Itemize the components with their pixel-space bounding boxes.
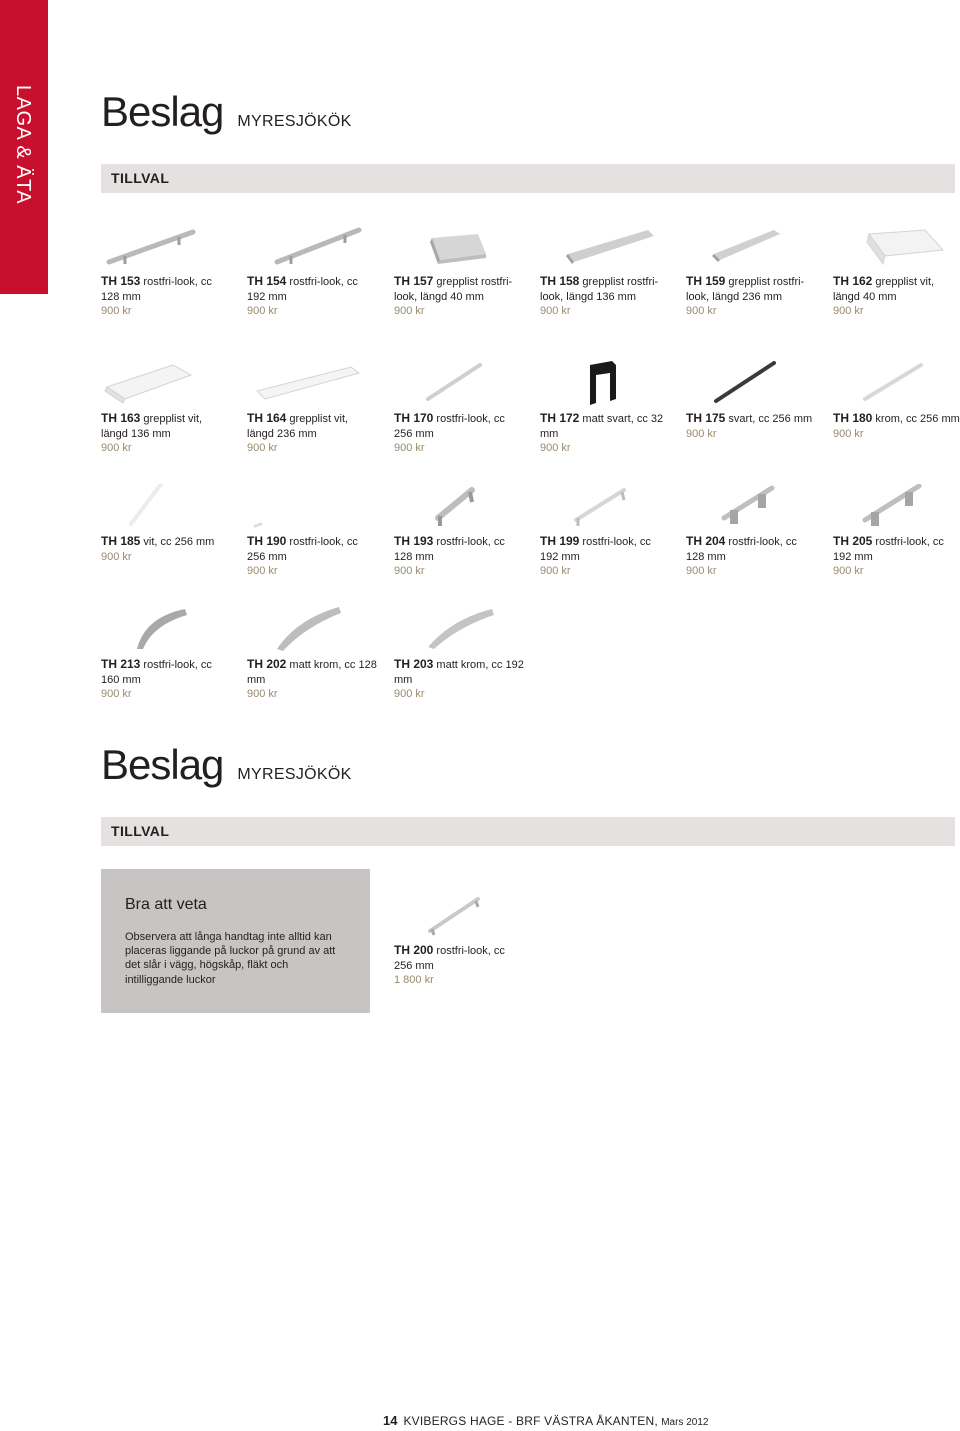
- product-price: 900 kr: [247, 688, 278, 700]
- product-code: TH 199: [540, 534, 580, 548]
- product-th199[interactable]: [540, 484, 670, 579]
- knob-handle-icon: [540, 361, 660, 405]
- grip-strip-icon: [247, 361, 367, 405]
- product-th202[interactable]: [247, 607, 377, 702]
- product-description: rostfri-look, cc 192 mm: [540, 536, 651, 563]
- product-description: grepplist rostfri-look, längd 136 mm: [540, 276, 659, 303]
- product-description: rostfri-look, cc 256 mm: [394, 413, 505, 440]
- product-price: 900 kr: [394, 688, 425, 700]
- product-code: TH 153: [101, 274, 141, 288]
- product-code: TH 185: [101, 534, 141, 548]
- grip-strip-icon: [833, 224, 953, 268]
- grip-strip-icon: [101, 361, 221, 405]
- product-th185[interactable]: [101, 484, 231, 564]
- bar-handle-icon: [394, 893, 514, 937]
- product-code: TH 190: [247, 534, 287, 548]
- product-price: 900 kr: [540, 565, 571, 577]
- product-price: 900 kr: [101, 550, 132, 563]
- section-title: Beslag: [101, 88, 224, 135]
- product-price: 900 kr: [833, 565, 864, 577]
- bar-handle-icon: [247, 484, 367, 528]
- product-description: svart, cc 256 mm: [728, 413, 813, 425]
- product-th154[interactable]: [247, 224, 377, 319]
- product-th158[interactable]: [540, 224, 670, 319]
- product-th193[interactable]: [394, 484, 524, 579]
- page-number: 14: [383, 1413, 398, 1428]
- product-code: TH 180: [833, 411, 873, 425]
- bar-handle-icon: [686, 361, 806, 405]
- product-description: rostfri-look, cc 256 mm: [394, 945, 505, 972]
- product-code: TH 200: [394, 943, 434, 957]
- options-band-1: TILLVAL: [101, 164, 955, 193]
- grip-strip-icon: [686, 224, 806, 268]
- product-description: grepplist vit, längd 136 mm: [101, 413, 203, 440]
- product-description: rostfri-look, cc 160 mm: [101, 659, 212, 686]
- section-subtitle: MYRESJÖKÖK: [237, 766, 352, 783]
- product-price: 900 kr: [394, 565, 425, 577]
- arched-handle-icon: [101, 607, 221, 651]
- product-price: 900 kr: [686, 565, 717, 577]
- publication-date: Mars 2012: [661, 1417, 709, 1428]
- product-description: rostfri-look, cc 128 mm: [101, 276, 212, 303]
- product-description: matt krom, cc 128 mm: [247, 659, 377, 686]
- side-tab: [0, 0, 48, 294]
- product-code: TH 172: [540, 411, 580, 425]
- product-th203[interactable]: [394, 607, 524, 702]
- bar-handle-icon: [101, 224, 221, 268]
- product-description: grepplist rostfri-look, längd 236 mm: [686, 276, 805, 303]
- product-price: 900 kr: [101, 442, 132, 454]
- product-th213[interactable]: [101, 607, 231, 702]
- grip-strip-icon: [540, 224, 660, 268]
- page-footer: [383, 1413, 708, 1428]
- product-code: TH 203: [394, 657, 434, 671]
- product-code: TH 159: [686, 274, 726, 288]
- product-th163[interactable]: [101, 361, 231, 456]
- product-code: TH 157: [394, 274, 434, 288]
- product-description: rostfri-look, cc 256 mm: [247, 536, 358, 563]
- side-tab-label: LAGA & ÄTA: [12, 85, 34, 205]
- product-code: TH 202: [247, 657, 287, 671]
- product-code: TH 164: [247, 411, 287, 425]
- product-price: 900 kr: [540, 442, 571, 454]
- product-price: 900 kr: [833, 427, 864, 440]
- product-price: 900 kr: [101, 305, 132, 317]
- product-description: grepplist rostfri-look, längd 40 mm: [394, 276, 513, 303]
- product-code: TH 213: [101, 657, 141, 671]
- product-code: TH 163: [101, 411, 141, 425]
- product-th175[interactable]: [686, 361, 816, 441]
- product-description: rostfri-look, cc 192 mm: [247, 276, 358, 303]
- bar-handle-icon: [247, 224, 367, 268]
- info-box: [101, 869, 370, 1013]
- product-th157[interactable]: [394, 224, 524, 319]
- product-price: 900 kr: [247, 442, 278, 454]
- product-th170[interactable]: [394, 361, 524, 456]
- product-description: rostfri-look, cc 128 mm: [394, 536, 505, 563]
- product-th159[interactable]: [686, 224, 816, 319]
- product-price: 1 800 kr: [394, 974, 434, 986]
- product-price: 900 kr: [686, 427, 717, 440]
- product-price: 900 kr: [686, 305, 717, 317]
- grip-strip-icon: [394, 224, 514, 268]
- product-code: TH 175: [686, 411, 726, 425]
- bar-handle-icon: [540, 484, 660, 528]
- bar-handle-icon: [101, 484, 221, 528]
- publication-name: KVIBERGS HAGE - BRF VÄSTRA ÅKANTEN,: [403, 1414, 658, 1428]
- section-subtitle: MYRESJÖKÖK: [237, 113, 352, 130]
- product-code: TH 170: [394, 411, 434, 425]
- product-description: matt krom, cc 192 mm: [394, 659, 524, 686]
- bar-handle-icon: [833, 484, 953, 528]
- product-price: 900 kr: [540, 305, 571, 317]
- product-th200[interactable]: [394, 893, 524, 988]
- arched-handle-icon: [394, 607, 514, 651]
- bar-handle-icon: [394, 484, 514, 528]
- product-description: grepplist vit, längd 236 mm: [247, 413, 349, 440]
- section-heading-2: [101, 741, 352, 789]
- product-code: TH 193: [394, 534, 434, 548]
- product-code: TH 154: [247, 274, 287, 288]
- product-price: 900 kr: [247, 565, 278, 577]
- product-th153[interactable]: [101, 224, 231, 319]
- product-description: matt svart, cc 32 mm: [540, 413, 664, 440]
- product-th164[interactable]: [247, 361, 377, 456]
- product-price: 900 kr: [247, 305, 278, 317]
- product-code: TH 158: [540, 274, 580, 288]
- product-th172[interactable]: [540, 361, 670, 456]
- product-code: TH 205: [833, 534, 873, 548]
- info-box-title: Bra att veta: [125, 896, 207, 913]
- product-price: 900 kr: [101, 688, 132, 700]
- bar-handle-icon: [394, 361, 514, 405]
- section-heading-1: [101, 88, 352, 136]
- product-th180[interactable]: [833, 361, 960, 441]
- product-code: TH 204: [686, 534, 726, 548]
- product-th204[interactable]: [686, 484, 816, 579]
- product-description: grepplist vit, längd 40 mm: [833, 276, 935, 303]
- product-price: 900 kr: [833, 305, 864, 317]
- product-price: 900 kr: [394, 442, 425, 454]
- product-th205[interactable]: [833, 484, 960, 579]
- bar-handle-icon: [833, 361, 953, 405]
- product-description: rostfri-look, cc 192 mm: [833, 536, 944, 563]
- product-th162[interactable]: [833, 224, 960, 319]
- product-code: TH 162: [833, 274, 873, 288]
- bar-handle-icon: [686, 484, 806, 528]
- product-description: vit, cc 256 mm: [143, 536, 215, 548]
- product-description: rostfri-look, cc 128 mm: [686, 536, 797, 563]
- info-box-body: Observera att långa handtag inte alltid kan placeras liggande på luckor på grund av att det slår i vägg, högskåp, fläkt och intilliggande luckor: [125, 931, 336, 986]
- arched-handle-icon: [247, 607, 367, 651]
- product-price: 900 kr: [394, 305, 425, 317]
- section-title: Beslag: [101, 741, 224, 788]
- product-description: krom, cc 256 mm: [875, 413, 960, 425]
- product-th190[interactable]: [247, 484, 377, 579]
- options-band-2: TILLVAL: [101, 817, 955, 846]
